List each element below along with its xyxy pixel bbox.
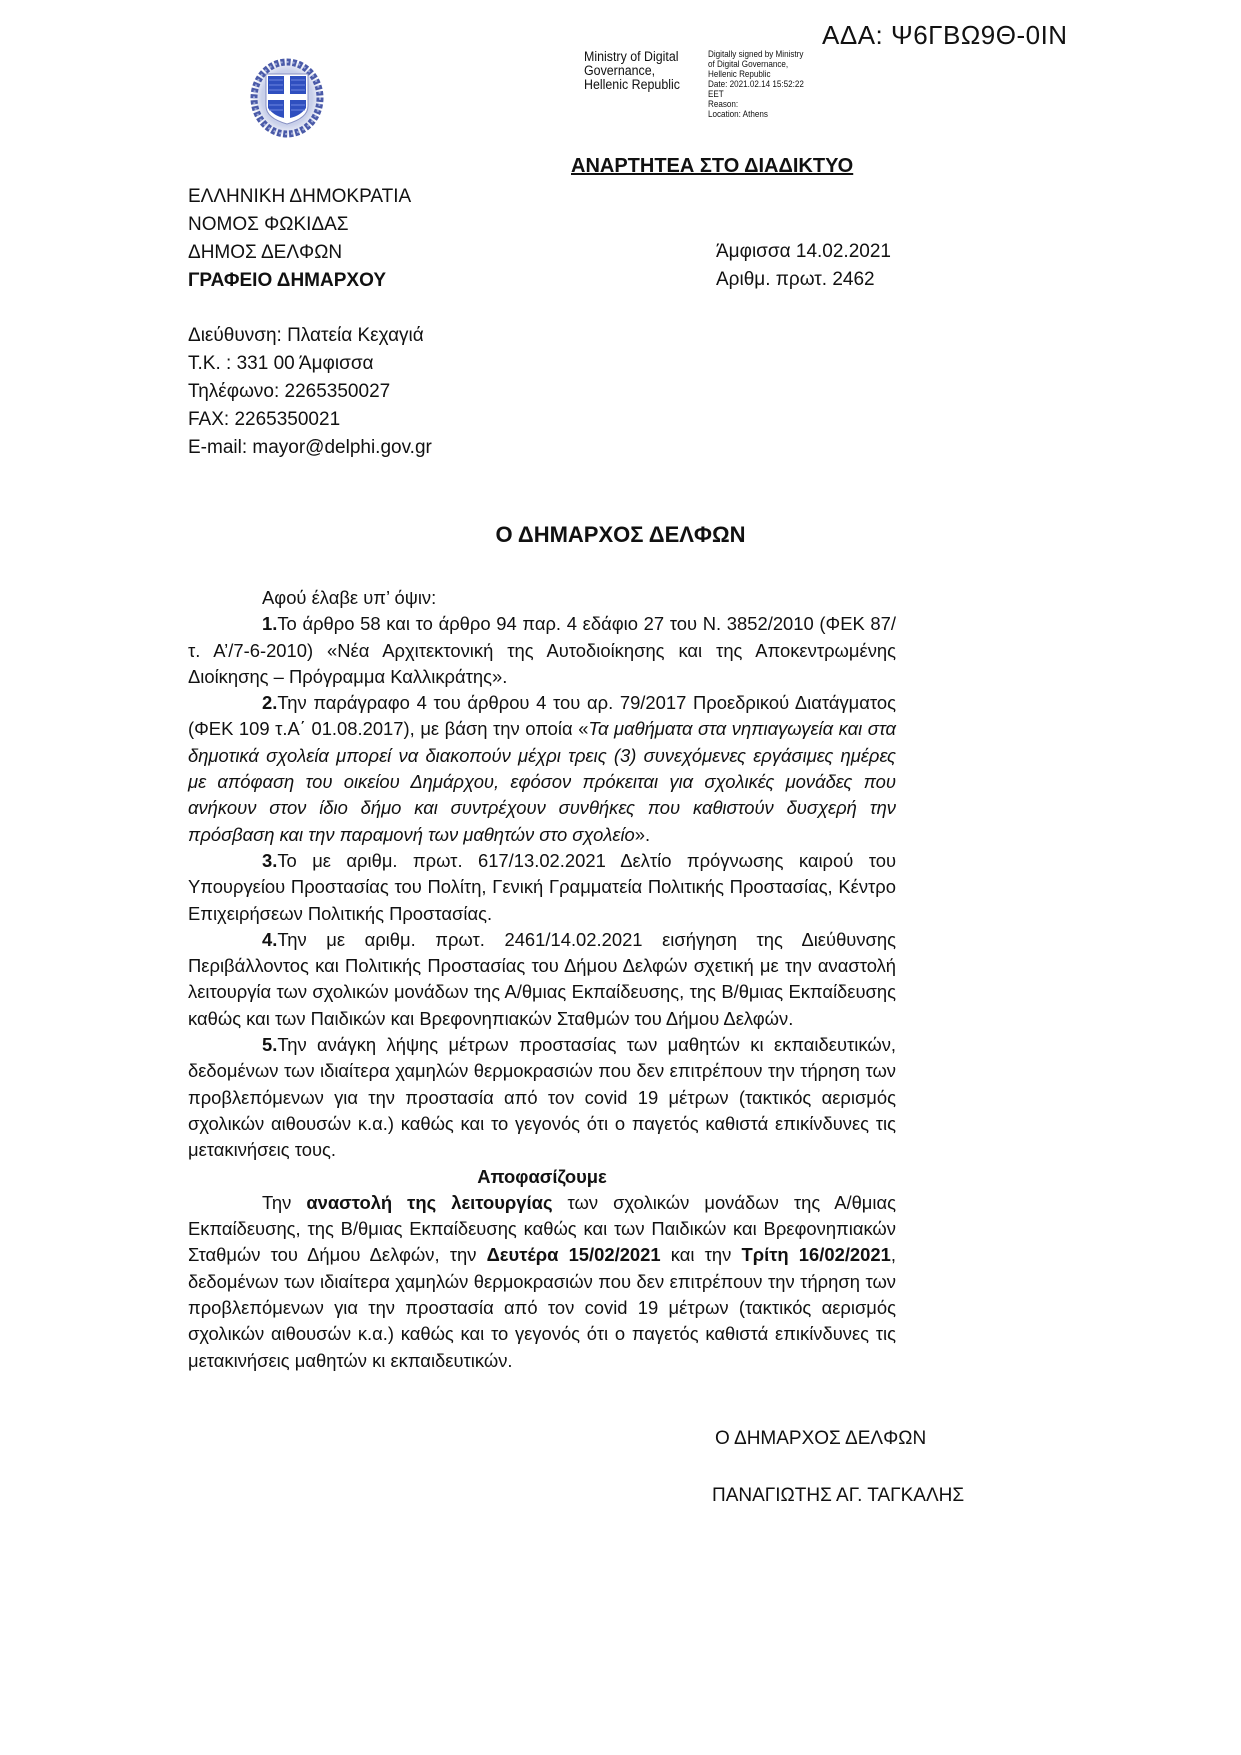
contact-phone: Τηλέφωνο: 2265350027 xyxy=(188,381,391,402)
item-text: Την με αριθμ. πρωτ. 2461/14.02.2021 εισήγηση της Διεύθυνσης Περιβάλλοντος και Πολιτικής Προστασίας του Δήμου Δελφών σχετική με την αναστολή λειτουργία των σχολικών μονάδων της Α/θμιας Εκπαίδευσης, της Β/θμιας Εκπαίδευσης καθώς και των Παιδικών και Βρεφονηπιακών Σταθμών του Δήμου Δελφών. xyxy=(188,928,896,1029)
contact-address: Διεύθυνση: Πλατεία Κεχαγιά xyxy=(188,325,424,346)
consideration-item xyxy=(188,690,896,848)
considerations-intro: Αφού έλαβε υπ’ όψιν: xyxy=(262,587,437,608)
contact-email: E-mail: mayor@delphi.gov.gr xyxy=(188,437,432,458)
decision-text: Την xyxy=(262,1191,307,1213)
consideration-item xyxy=(188,611,896,690)
digital-signer xyxy=(584,50,680,92)
signature-detail-line: Date: 2021.02.14 15:52:22 xyxy=(708,79,804,89)
item-text: ». xyxy=(634,823,651,845)
signer-line: Hellenic Republic xyxy=(584,77,680,92)
item-number: 5. xyxy=(262,1034,278,1056)
decision-text: των σχολικών μονάδων της Α/θμιας Εκπαίδευσης, της Β/θμιας Εκπαίδευσης καθώς και των Παιδικών και Βρεφονηπιακών Σταθμών του Δήμου Δελφών, την xyxy=(188,1191,896,1266)
item-text: Την παράγραφο 4 του άρθρου 4 του αρ. 79/2017 Προεδρικού Διατάγματος (ΦΕΚ 109 τ.Α΄ 01.08.2017), με βάση την οποία « xyxy=(188,692,896,740)
signer-line: Governance, xyxy=(584,63,656,78)
sender-line: ΕΛΛΗΝΙΚΗ ΔΗΜΟΚΡΑΤΙΑ xyxy=(188,186,412,207)
signatory-role: Ο ΔΗΜΑΡΧΟΣ ΔΕΛΦΩΝ xyxy=(715,1428,927,1449)
contact-fax: FAX: 2265350021 xyxy=(188,409,341,430)
ada-code: ΑΔΑ: Ψ6ΓΒΩ9Θ-0ΙΝ xyxy=(822,20,1068,50)
consideration-item xyxy=(188,1032,896,1163)
consideration-item xyxy=(188,848,896,927)
signature-detail-line: Digitally signed by Ministry xyxy=(708,49,804,59)
sender-office: ΓΡΑΦΕΙΟ ΔΗΜΑΡΧΟΥ xyxy=(188,270,386,291)
item-number: 1. xyxy=(262,613,278,635)
item-quote: Τα μαθήματα στα νηπιαγωγεία και στα δημοτικά σχολεία μπορεί να διακοπούν μέχρι τρεις (3) συνεχόμενες εργάσιμες ημέρες με απόφαση του οικείου Δημάρχου, εφόσον πρόκειται για σχολικές μονάδες που ανήκουν στον ίδιο δήμο και συντρέχουν συνθήκες που καθιστούν δυσχερή την πρόσβαση και την παραμονή των μαθητών στο σχολείο xyxy=(188,718,896,845)
sender-line: ΝΟΜΟΣ ΦΩΚΙΔΑΣ xyxy=(188,214,349,235)
decision-date-tuesday: Τρίτη 16/02/2021 xyxy=(741,1244,891,1266)
item-number: 4. xyxy=(262,928,278,950)
document-body xyxy=(188,585,896,1374)
decision-paragraph xyxy=(188,1190,896,1374)
signatory-name: ΠΑΝΑΓΙΩΤΗΣ ΑΓ. ΤΑΓΚΑΛΗΣ xyxy=(712,1485,965,1506)
signature-detail-line: of Digital Governance, xyxy=(708,59,789,69)
item-number: 3. xyxy=(262,849,278,871)
place-date: Άμφισσα 14.02.2021 xyxy=(716,241,891,262)
document-meta xyxy=(716,238,891,294)
contact-postal: Τ.Κ. : 331 00 Άμφισσα xyxy=(188,353,374,374)
signature-detail-line: Hellenic Republic xyxy=(708,69,771,79)
item-text: Το με αριθμ. πρωτ. 617/13.02.2021 Δελτίο πρόγνωσης καιρού του Υπουργείου Προστασίας του Πολίτη, Γενική Γραμματεία Πολιτικής Προστασίας, Κέντρο Επιχειρήσεων Πολιτικής Προστασίας. xyxy=(188,849,896,924)
decision-text: , δεδομένων των ιδιαίτερα χαμηλών θερμοκρασιών που δεν επιτρέπουν την τήρηση των προβλεπόμενων για την προστασία από τον covid 19 μέτρων (τακτικός αερισμός σχολικών αιθουσών κ.α.) καθώς και το γεγονός ότι ο παγετός καθιστά επικίνδυνες τις μετακινήσεις μαθητών κι εκπαιδευτικών. xyxy=(188,1244,896,1371)
decision-date-monday: Δευτέρα 15/02/2021 xyxy=(486,1244,661,1266)
document-title: Ο ΔΗΜΑΡΧΟΣ ΔΕΛΦΩΝ xyxy=(495,522,746,547)
signer-line: Ministry of Digital xyxy=(584,49,679,64)
decision-heading: Αποφασίζουμε xyxy=(477,1165,607,1187)
sender-block xyxy=(188,183,411,295)
signature-detail-line: Reason: xyxy=(708,99,739,109)
item-number: 2. xyxy=(262,692,278,714)
post-online-notice: ΑΝΑΡΤΗΤΕΑ ΣΤΟ ΔΙΑΔΙΚΤΥΟ xyxy=(571,155,854,177)
signature-detail-line: EET xyxy=(708,89,724,99)
decision-text: και την xyxy=(660,1244,742,1266)
sender-line: ΔΗΜΟΣ ΔΕΛΦΩΝ xyxy=(188,242,343,263)
consideration-item xyxy=(188,927,896,1032)
signature-detail-line: Location: Athens xyxy=(708,109,768,119)
digital-signature-details xyxy=(708,49,804,119)
item-text: Το άρθρο 58 και το άρθρο 94 παρ. 4 εδάφιο 27 του Ν. 3852/2010 (ΦΕΚ 87/τ. Α’/7-6-2010) «Νέα Αρχιτεκτονική της Αυτοδιοίκησης και της Αποκεντρωμένης Διοίκησης – Πρόγραμμα Καλλικράτης». xyxy=(188,613,896,687)
contact-block xyxy=(188,322,432,462)
decision-emphasis: αναστολή της λειτουργίας xyxy=(306,1191,553,1213)
greek-coat-of-arms-icon xyxy=(250,58,324,138)
item-text: Την ανάγκη λήψης μέτρων προστασίας των μαθητών κι εκπαιδευτικών, δεδομένων των ιδιαίτερα χαμηλών θερμοκρασιών που δεν επιτρέπουν την τήρηση των προβλεπόμενων για την προστασία από τον covid 19 μέτρων (τακτικός αερισμός σχολικών αιθουσών κ.α.) καθώς και το γεγονός ότι ο παγετός καθιστά επικίνδυνες τις μετακινήσεις τους. xyxy=(188,1034,896,1161)
protocol-number: Αριθμ. πρωτ. 2462 xyxy=(716,269,875,290)
